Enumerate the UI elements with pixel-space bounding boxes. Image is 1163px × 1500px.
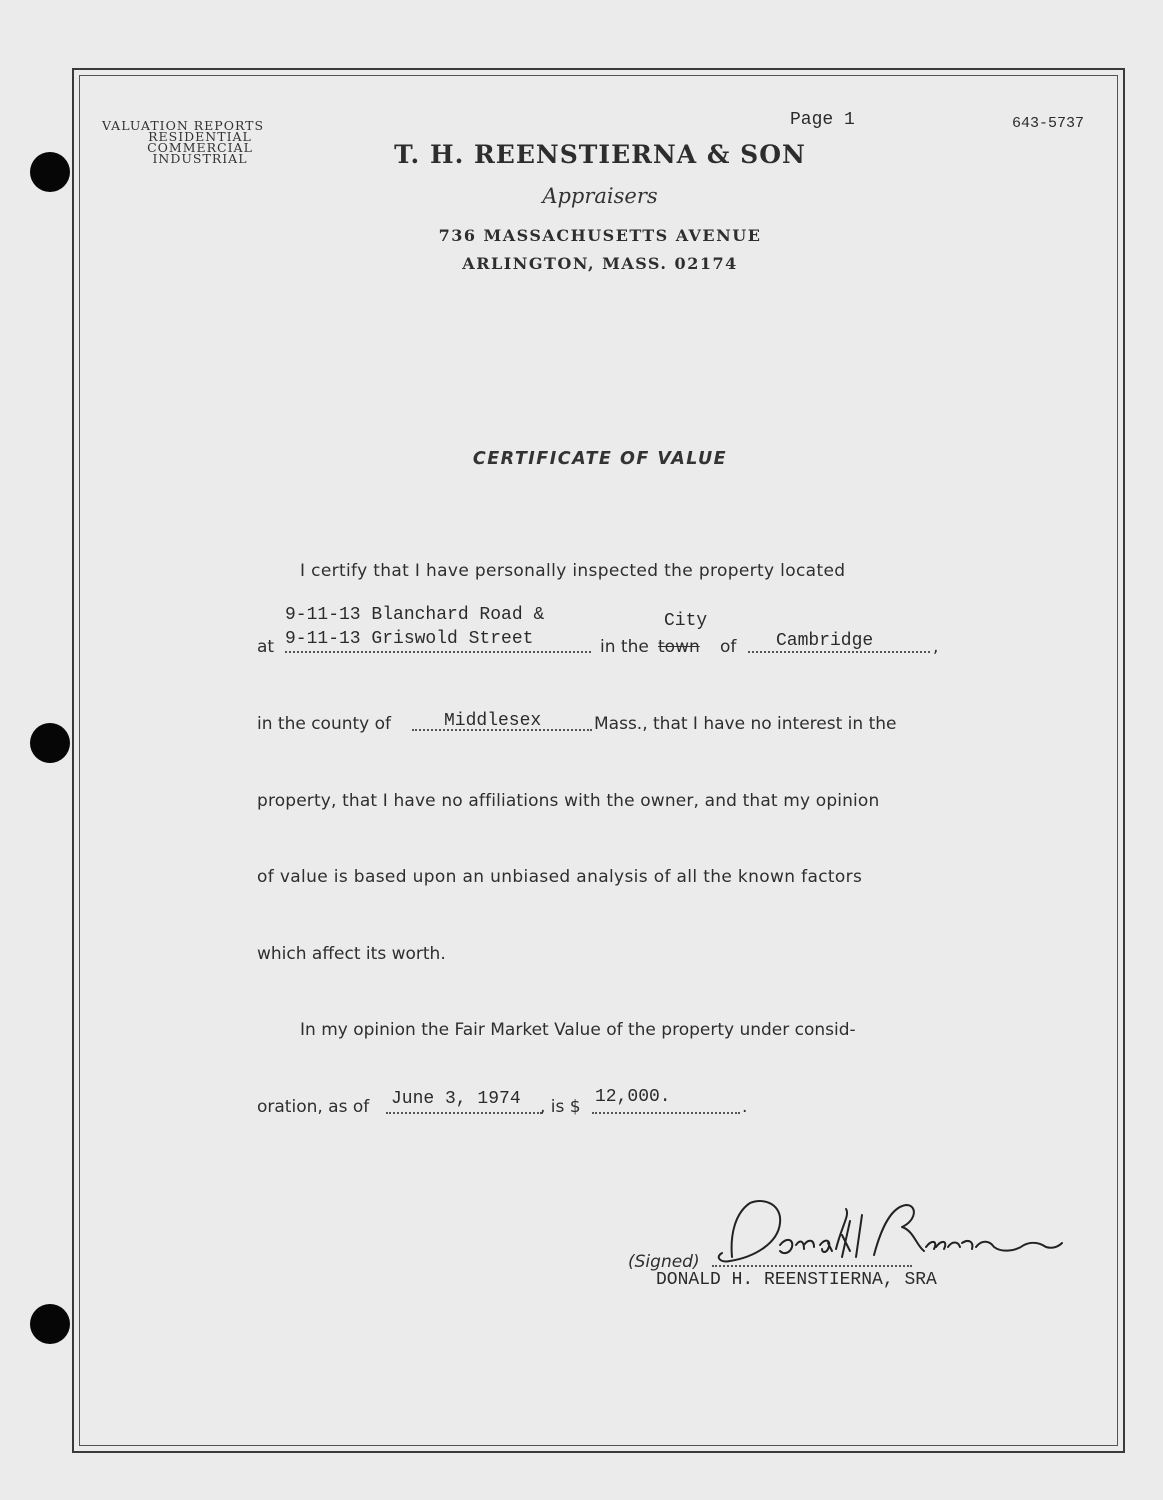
- punch-hole-middle: [30, 723, 70, 763]
- firm-address-line2: ARLINGTON, MASS. 02174: [462, 254, 738, 273]
- firm-address-line1: 736 MASSACHUSETTS AVENUE: [438, 226, 762, 245]
- in-the-label: in the: [600, 637, 649, 657]
- county-suffix: Mass., that I have no interest in the: [594, 714, 897, 734]
- of-label: of: [720, 637, 737, 657]
- service-item: INDUSTRIAL: [152, 151, 248, 166]
- punch-hole-top: [30, 152, 70, 192]
- signatory-name: DONALD H. REENSTIERNA, SRA: [656, 1270, 937, 1290]
- body-line-5: of value is based upon an unbiased analysis of all the known factors: [257, 867, 863, 887]
- body-line-6: which affect its worth.: [257, 944, 446, 964]
- service-item: VALUATION REPORTS: [102, 118, 265, 133]
- firm-subtitle: Appraisers: [542, 184, 658, 208]
- valuation-amount: 12,000.: [595, 1087, 671, 1107]
- city-typed: City: [664, 611, 708, 631]
- punch-hole-bottom: [30, 1304, 70, 1344]
- body-line-1: I certify that I have personally inspected the property located: [300, 561, 846, 581]
- certificate-title: CERTIFICATE OF VALUE: [472, 449, 728, 469]
- body-line-4: property, that I have no affiliations with the owner, and that my opinion: [257, 791, 880, 811]
- property-address-line1: 9-11-13 Blanchard Road &: [285, 605, 545, 625]
- services-list: [102, 120, 298, 164]
- page-label: Page 1: [790, 110, 855, 130]
- address-blank: [285, 651, 591, 653]
- signed-label: (Signed): [628, 1252, 700, 1272]
- firm-name: T. H. REENSTIERNA & SON: [394, 140, 806, 169]
- county-name: Middlesex: [444, 711, 542, 731]
- city-blank: [748, 651, 930, 653]
- date-blank: [386, 1112, 542, 1114]
- amount-blank: [592, 1112, 740, 1114]
- is-label: , is $: [540, 1097, 581, 1117]
- service-item: COMMERCIAL: [147, 140, 253, 155]
- body-line-7: In my opinion the Fair Market Value of the property under consid-: [300, 1020, 856, 1040]
- town-struck: town: [658, 637, 700, 657]
- doc-number: 643-5737: [1012, 115, 1085, 132]
- valuation-date: June 3, 1974: [391, 1089, 521, 1109]
- body-line-2-label: at: [257, 637, 275, 657]
- handwritten-signature: [710, 1195, 1070, 1275]
- city-name: Cambridge: [776, 631, 874, 651]
- property-address-line2: 9-11-13 Griswold Street: [285, 629, 534, 649]
- end-period: .: [742, 1097, 748, 1117]
- body-line-8-prefix: oration, as of: [257, 1097, 370, 1117]
- county-prefix: in the county of: [257, 714, 392, 734]
- service-item: RESIDENTIAL: [148, 129, 252, 144]
- comma: ,: [933, 637, 939, 657]
